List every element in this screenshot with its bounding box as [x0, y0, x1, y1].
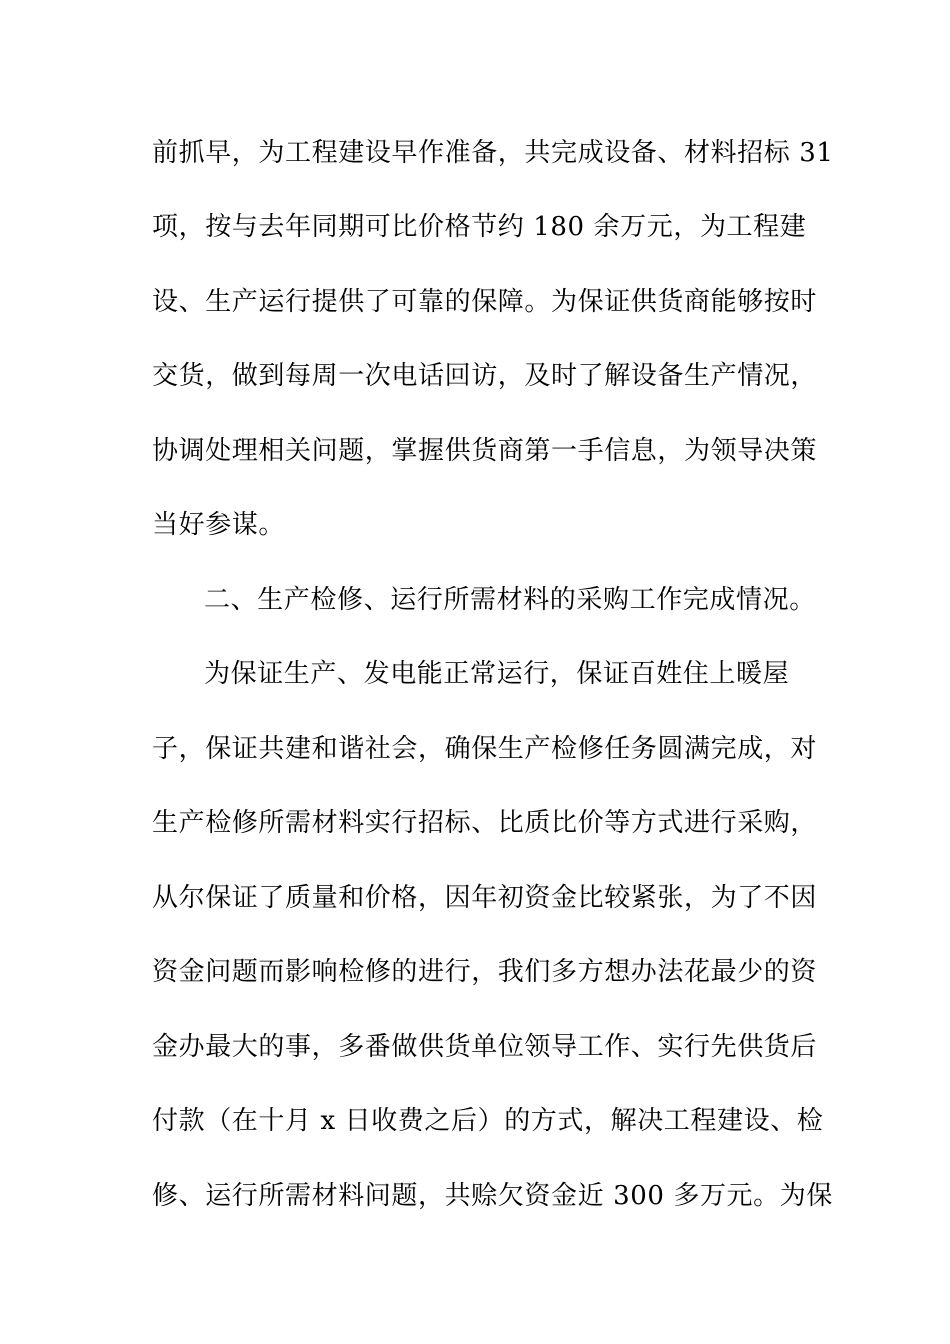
text-line: 子，保证共建和谐社会，确保生产检修任务圆满完成，对 — [152, 734, 818, 764]
text-line: 金办最大的事，多番做供货单位领导工作、实行先供货后 — [152, 1032, 818, 1062]
text-line: 设、生产运行提供了可靠的保障。为保证供货商能够按时 — [152, 287, 818, 317]
text-line: 交货，做到每周一次电话回访，及时了解设备生产情况， — [152, 361, 818, 391]
section-heading: 二、生产检修、运行所需材料的采购工作完成情况。 — [204, 585, 816, 615]
text-line: 付款（在十月 x 日收费之后）的方式，解决工程建设、检 — [152, 1106, 824, 1136]
text-line: 项，按与去年同期可比价格节约 180 余万元，为工程建 — [152, 212, 807, 242]
text-line: 生产检修所需材料实行招标、比质比价等方式进行采购， — [152, 808, 818, 838]
text-line: 为保证生产、发电能正常运行，保证百姓住上暖屋 — [204, 659, 790, 689]
text-line: 当好参谋。 — [152, 510, 286, 540]
text-line: 从尔保证了质量和价格，因年初资金比较紧张，为了不因 — [152, 883, 818, 913]
text-line: 修、运行所需材料问题，共赊欠资金近 300 多万元。为保 — [152, 1181, 833, 1211]
text-line: 资金问题而影响检修的进行，我们多方想办法花最少的资 — [152, 957, 818, 987]
text-line: 协调处理相关问题，掌握供货商第一手信息，为领导决策 — [152, 436, 818, 466]
text-line: 前抓早，为工程建设早作准备，共完成设备、材料招标 31 — [152, 138, 834, 168]
